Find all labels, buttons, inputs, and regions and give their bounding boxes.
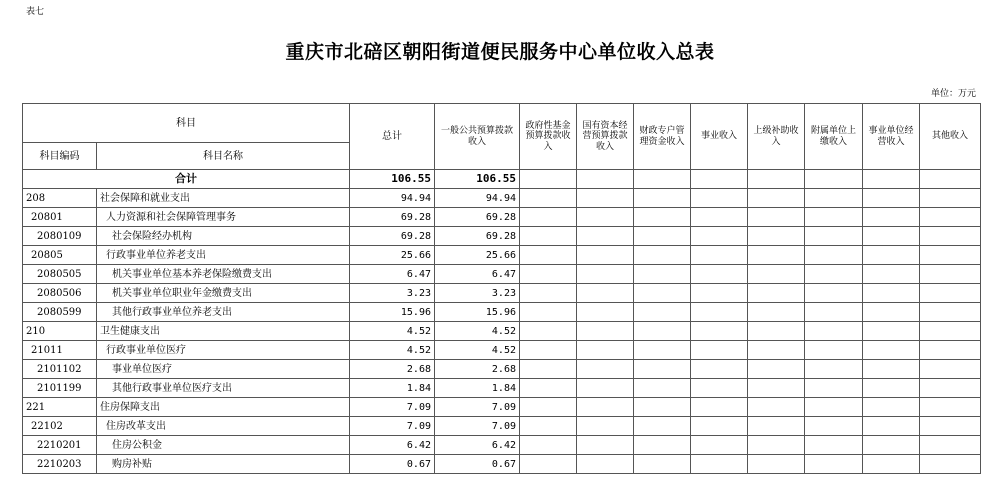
empty-cell [634,398,691,417]
table-row [23,417,981,436]
empty-cell [577,170,634,189]
subject-name-cell: 其他行政事业单位医疗支出 [97,379,350,398]
empty-cell [920,417,981,436]
empty-cell [863,360,920,379]
empty-cell [863,208,920,227]
empty-cell [691,208,748,227]
empty-cell [863,417,920,436]
empty-cell [520,208,577,227]
empty-cell [863,322,920,341]
empty-cell [634,322,691,341]
empty-cell [691,246,748,265]
general-budget-cell: 7.09 [435,398,520,417]
empty-cell [634,379,691,398]
total-cell: 1.84 [350,379,435,398]
empty-cell [748,303,805,322]
empty-cell [577,265,634,284]
subject-code-cell: 2101102 [23,360,97,379]
empty-cell [863,170,920,189]
fiscal-account-header: 财政专户管理资金收入 [634,104,691,170]
subject-code-cell: 2210201 [23,436,97,455]
empty-cell [691,189,748,208]
subject-name-cell: 住房改革支出 [97,417,350,436]
total-general-budget-value: 106.55 [435,170,520,189]
general-budget-cell: 6.47 [435,265,520,284]
empty-cell [691,341,748,360]
empty-cell [520,360,577,379]
general-budget-cell: 2.68 [435,360,520,379]
total-cell: 94.94 [350,189,435,208]
empty-cell [577,227,634,246]
empty-cell [691,360,748,379]
empty-cell [863,379,920,398]
empty-cell [520,284,577,303]
empty-cell [520,265,577,284]
total-cell: 4.52 [350,341,435,360]
empty-cell [634,455,691,474]
empty-cell [577,455,634,474]
subject-name-cell: 其他行政事业单位养老支出 [97,303,350,322]
subject-name-cell: 购房补贴 [97,455,350,474]
total-value: 106.55 [350,170,435,189]
superior-subsidy-header: 上级补助收入 [748,104,805,170]
subject-code-cell: 2101199 [23,379,97,398]
empty-cell [691,265,748,284]
income-summary-table [22,103,981,474]
total-cell: 25.66 [350,246,435,265]
empty-cell [691,303,748,322]
empty-cell [920,341,981,360]
empty-cell [863,455,920,474]
general-budget-header: 一般公共预算拨款收入 [435,104,520,170]
empty-cell [748,455,805,474]
empty-cell [691,379,748,398]
empty-cell [691,436,748,455]
empty-cell [748,417,805,436]
empty-cell [634,417,691,436]
subject-code-cell: 2080109 [23,227,97,246]
empty-cell [520,436,577,455]
subject-code-cell: 221 [23,398,97,417]
empty-cell [691,455,748,474]
subject-code-cell: 20801 [23,208,97,227]
subject-header: 科目 [23,104,350,143]
empty-cell [520,417,577,436]
total-header: 总计 [350,104,435,170]
empty-cell [748,284,805,303]
empty-cell [805,417,863,436]
empty-cell [577,189,634,208]
affiliated-payment-header: 附属单位上缴收入 [805,104,863,170]
table-row [23,379,981,398]
empty-cell [863,398,920,417]
table-row [23,436,981,455]
total-cell: 6.42 [350,436,435,455]
empty-cell [863,341,920,360]
code-header: 科目编码 [23,143,97,170]
empty-cell [577,284,634,303]
table-row [23,398,981,417]
empty-cell [520,170,577,189]
empty-cell [577,322,634,341]
total-label: 合计 [23,170,350,189]
empty-cell [577,436,634,455]
table-row [23,208,981,227]
empty-cell [863,284,920,303]
total-cell: 4.52 [350,322,435,341]
empty-cell [748,227,805,246]
empty-cell [691,322,748,341]
empty-cell [634,189,691,208]
empty-cell [805,398,863,417]
table-row [23,303,981,322]
general-budget-cell: 4.52 [435,322,520,341]
table-row [23,189,981,208]
general-budget-cell: 3.23 [435,284,520,303]
empty-cell [520,398,577,417]
empty-cell [863,246,920,265]
empty-cell [920,284,981,303]
total-cell: 69.28 [350,208,435,227]
empty-cell [634,341,691,360]
empty-cell [920,322,981,341]
general-budget-cell: 94.94 [435,189,520,208]
empty-cell [634,265,691,284]
total-row [23,170,981,189]
empty-cell [920,303,981,322]
subject-name-cell: 行政事业单位医疗 [97,341,350,360]
empty-cell [805,455,863,474]
empty-cell [920,360,981,379]
empty-cell [748,398,805,417]
empty-cell [577,208,634,227]
general-budget-cell: 69.28 [435,208,520,227]
empty-cell [634,246,691,265]
subject-name-cell: 社会保障和就业支出 [97,189,350,208]
empty-cell [634,227,691,246]
table-row [23,322,981,341]
empty-cell [748,360,805,379]
general-budget-cell: 4.52 [435,341,520,360]
total-cell: 6.47 [350,265,435,284]
empty-cell [920,379,981,398]
empty-cell [748,265,805,284]
table-row [23,227,981,246]
table-row [23,455,981,474]
empty-cell [520,246,577,265]
empty-cell [805,341,863,360]
empty-cell [577,360,634,379]
empty-cell [805,265,863,284]
empty-cell [634,208,691,227]
empty-cell [748,208,805,227]
empty-cell [748,341,805,360]
subject-name-cell: 住房公积金 [97,436,350,455]
empty-cell [691,284,748,303]
empty-cell [805,227,863,246]
total-cell: 15.96 [350,303,435,322]
empty-cell [805,379,863,398]
empty-cell [805,189,863,208]
business-income-header: 事业收入 [691,104,748,170]
subject-code-cell: 2080506 [23,284,97,303]
empty-cell [520,341,577,360]
empty-cell [634,284,691,303]
empty-cell [920,246,981,265]
empty-cell [748,379,805,398]
subject-code-cell: 2080599 [23,303,97,322]
general-budget-cell: 1.84 [435,379,520,398]
empty-cell [920,265,981,284]
empty-cell [520,189,577,208]
subject-name-cell: 住房保障支出 [97,398,350,417]
general-budget-cell: 7.09 [435,417,520,436]
empty-cell [577,246,634,265]
table-row [23,284,981,303]
name-header: 科目名称 [97,143,350,170]
empty-cell [748,246,805,265]
empty-cell [634,170,691,189]
empty-cell [748,189,805,208]
empty-cell [634,436,691,455]
empty-cell [691,170,748,189]
general-budget-cell: 15.96 [435,303,520,322]
empty-cell [805,322,863,341]
empty-cell [748,170,805,189]
empty-cell [805,246,863,265]
empty-cell [577,398,634,417]
table-row [23,265,981,284]
empty-cell [920,436,981,455]
total-cell: 0.67 [350,455,435,474]
empty-cell [748,322,805,341]
empty-cell [920,208,981,227]
empty-cell [691,417,748,436]
subject-name-cell: 行政事业单位养老支出 [97,246,350,265]
subject-code-cell: 21011 [23,341,97,360]
total-cell: 7.09 [350,398,435,417]
empty-cell [577,379,634,398]
empty-cell [634,303,691,322]
empty-cell [577,341,634,360]
subject-code-cell: 208 [23,189,97,208]
table-row [23,246,981,265]
empty-cell [805,284,863,303]
total-cell: 3.23 [350,284,435,303]
subject-code-cell: 20805 [23,246,97,265]
empty-cell [863,189,920,208]
gov-fund-header: 政府性基金预算拨款收入 [520,104,577,170]
empty-cell [863,265,920,284]
table-number-label: 表七 [26,7,45,17]
total-cell: 7.09 [350,417,435,436]
empty-cell [805,208,863,227]
empty-cell [863,303,920,322]
empty-cell [520,455,577,474]
subject-name-cell: 社会保险经办机构 [97,227,350,246]
empty-cell [920,189,981,208]
other-income-header: 其他收入 [920,104,981,170]
empty-cell [520,227,577,246]
subject-code-cell: 2210203 [23,455,97,474]
empty-cell [805,436,863,455]
empty-cell [577,303,634,322]
empty-cell [920,398,981,417]
general-budget-cell: 0.67 [435,455,520,474]
empty-cell [920,455,981,474]
general-budget-cell: 6.42 [435,436,520,455]
empty-cell [805,360,863,379]
empty-cell [863,227,920,246]
empty-cell [634,360,691,379]
general-budget-cell: 69.28 [435,227,520,246]
total-cell: 69.28 [350,227,435,246]
subject-name-cell: 机关事业单位职业年金缴费支出 [97,284,350,303]
empty-cell [805,170,863,189]
empty-cell [520,379,577,398]
total-cell: 2.68 [350,360,435,379]
subject-code-cell: 22102 [23,417,97,436]
general-budget-cell: 25.66 [435,246,520,265]
empty-cell [691,227,748,246]
page-title: 重庆市北碚区朝阳街道便民服务中心单位收入总表 [285,41,715,63]
empty-cell [520,303,577,322]
subject-name-cell: 事业单位医疗 [97,360,350,379]
empty-cell [691,398,748,417]
empty-cell [920,227,981,246]
table-row [23,341,981,360]
empty-cell [748,436,805,455]
state-capital-header: 国有资本经营预算拨款收入 [577,104,634,170]
subject-code-cell: 2080505 [23,265,97,284]
subject-name-cell: 卫生健康支出 [97,322,350,341]
empty-cell [805,303,863,322]
empty-cell [920,170,981,189]
empty-cell [520,322,577,341]
empty-cell [863,436,920,455]
subject-code-cell: 210 [23,322,97,341]
table-row [23,360,981,379]
unit-label: 单位：万元 [930,89,976,99]
empty-cell [577,417,634,436]
operating-income-header: 事业单位经营收入 [863,104,920,170]
subject-name-cell: 机关事业单位基本养老保险缴费支出 [97,265,350,284]
subject-name-cell: 人力资源和社会保障管理事务 [97,208,350,227]
